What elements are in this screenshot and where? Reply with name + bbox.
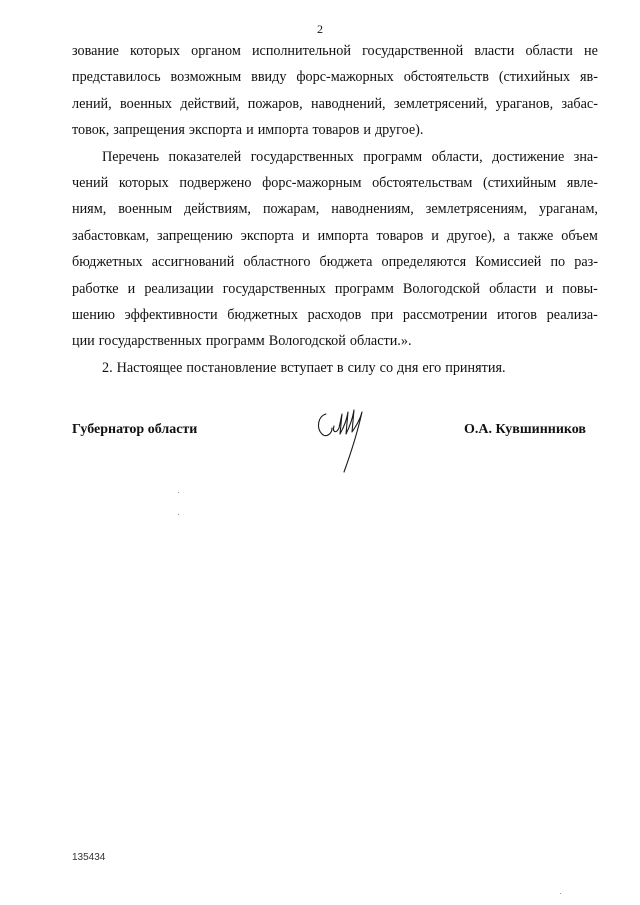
- word: и: [363, 122, 371, 139]
- word: реализации: [144, 280, 214, 297]
- text-line: [72, 302, 598, 328]
- word: лений,: [72, 95, 112, 112]
- word: реализа-: [546, 306, 598, 323]
- word: наводнениям,: [331, 201, 414, 218]
- word: явле-: [566, 174, 598, 191]
- word: экспорта: [240, 227, 294, 244]
- word: которых: [130, 43, 180, 59]
- text-line: [72, 276, 598, 302]
- word: бюджетных: [227, 306, 298, 323]
- word: зна-: [573, 148, 598, 165]
- text-line: [72, 249, 598, 275]
- word: со: [379, 359, 394, 376]
- word: военным: [118, 201, 173, 218]
- word: ввиду: [251, 69, 287, 86]
- word: и: [246, 122, 254, 139]
- word: силу: [347, 359, 376, 376]
- word: экспорта: [188, 122, 243, 139]
- word: другое).: [374, 122, 424, 139]
- paragraph: [72, 144, 598, 355]
- word: товаров: [312, 122, 360, 139]
- scan-speck: [560, 893, 561, 894]
- word: эффективности: [124, 306, 218, 323]
- word: забас-: [561, 95, 598, 112]
- word: показателей: [168, 148, 242, 165]
- text-line: [72, 328, 598, 354]
- word: запрещению: [157, 227, 233, 244]
- word: ассигнований: [151, 254, 235, 271]
- word: государственных: [98, 333, 202, 350]
- word: представилось: [72, 69, 161, 86]
- word: государственных: [250, 148, 354, 165]
- word: его: [422, 359, 442, 376]
- word: расходов: [307, 306, 362, 323]
- word: бюджетных: [72, 254, 143, 271]
- word: по: [550, 254, 566, 271]
- word: раз-: [574, 254, 598, 271]
- body-text: [72, 38, 598, 381]
- text-line: [72, 223, 598, 249]
- word: импорта: [257, 122, 309, 139]
- paragraph: [72, 355, 598, 381]
- word: (стихийным: [483, 174, 557, 191]
- word: зование: [72, 43, 119, 59]
- word: принятия.: [445, 359, 506, 376]
- document-code: 135434: [72, 852, 106, 863]
- word: и: [431, 227, 439, 244]
- word: программ: [334, 280, 394, 297]
- word: 2.: [102, 359, 113, 376]
- text-line: [72, 38, 598, 64]
- word: Настоящее: [116, 359, 183, 376]
- word: в: [336, 359, 344, 376]
- text-line: [72, 64, 598, 90]
- word: объем: [561, 227, 598, 244]
- text-line: [72, 91, 598, 117]
- word: Вологодской: [402, 280, 480, 297]
- word: итогов: [497, 306, 537, 323]
- word: наводнений,: [310, 95, 386, 112]
- word: Комиссией: [475, 254, 542, 271]
- word: государственных: [222, 280, 326, 297]
- word: обстоятельствам: [372, 174, 473, 191]
- word: пожарам,: [262, 201, 320, 218]
- word: программ: [363, 148, 423, 165]
- word: чений: [72, 174, 109, 191]
- word: вступает: [280, 359, 333, 376]
- word: забастовкам,: [72, 227, 150, 244]
- word: форс-мажорным: [262, 174, 362, 191]
- word: подвержено: [179, 174, 252, 191]
- word: повы-: [562, 280, 598, 297]
- word: органом: [191, 43, 241, 59]
- word: достижение: [492, 148, 565, 165]
- word: обстоятельств: [403, 69, 489, 86]
- word: а: [503, 227, 510, 244]
- scan-speck: [178, 514, 179, 515]
- word: Перечень: [102, 148, 160, 165]
- word: ниям,: [72, 201, 107, 218]
- word: областного: [243, 254, 311, 271]
- word: шению: [72, 306, 116, 323]
- handwritten-signature: [312, 400, 382, 478]
- word: также: [517, 227, 554, 244]
- text-line: [72, 170, 598, 196]
- word: и: [545, 280, 554, 297]
- word: Вологодской: [268, 333, 346, 350]
- word: ураганам,: [538, 201, 598, 218]
- word: возможным: [170, 69, 242, 86]
- word: ции: [72, 333, 95, 350]
- word: и: [127, 280, 136, 297]
- word: (стихийных: [498, 69, 571, 86]
- word: ураганов,: [495, 95, 554, 112]
- word: при: [370, 306, 394, 323]
- word: области,: [431, 148, 483, 165]
- word: бюджета: [319, 254, 373, 271]
- word: которых: [118, 174, 169, 191]
- text-line: [72, 117, 598, 143]
- word: товаров: [376, 227, 424, 244]
- word: исполнительной: [251, 43, 351, 59]
- word: власти: [474, 43, 515, 59]
- word: области.».: [349, 333, 412, 350]
- word: действий,: [180, 95, 240, 112]
- signatory-title: Губернатор области: [72, 422, 198, 437]
- word: области: [525, 43, 573, 59]
- word: не: [584, 43, 598, 59]
- word: запрещения: [113, 122, 185, 139]
- word: пожаров,: [247, 95, 303, 112]
- word: военных: [120, 95, 173, 112]
- word: яв-: [580, 69, 598, 86]
- word: постановление: [186, 359, 277, 376]
- signature-block: [72, 400, 598, 490]
- word: рассмотрении: [402, 306, 488, 323]
- word: землетрясений,: [393, 95, 488, 112]
- word: товок,: [72, 122, 110, 139]
- word: действиям,: [184, 201, 251, 218]
- text-line: [72, 355, 598, 381]
- word: определяются: [381, 254, 467, 271]
- scan-speck: [178, 492, 179, 493]
- word: государственной: [362, 43, 464, 59]
- paragraph: [72, 38, 598, 144]
- text-line: [72, 144, 598, 170]
- word: работке: [72, 280, 119, 297]
- word: области: [489, 280, 537, 297]
- word: импорта: [317, 227, 369, 244]
- word: другое),: [446, 227, 496, 244]
- word: землетрясениям,: [425, 201, 527, 218]
- word: программ: [205, 333, 265, 350]
- page-number: 2: [317, 22, 323, 36]
- word: форс-мажорных: [296, 69, 394, 86]
- word: и: [302, 227, 310, 244]
- text-line: [72, 196, 598, 222]
- signatory-name: О.А. Кувшинников: [463, 422, 586, 437]
- word: дня: [397, 359, 419, 376]
